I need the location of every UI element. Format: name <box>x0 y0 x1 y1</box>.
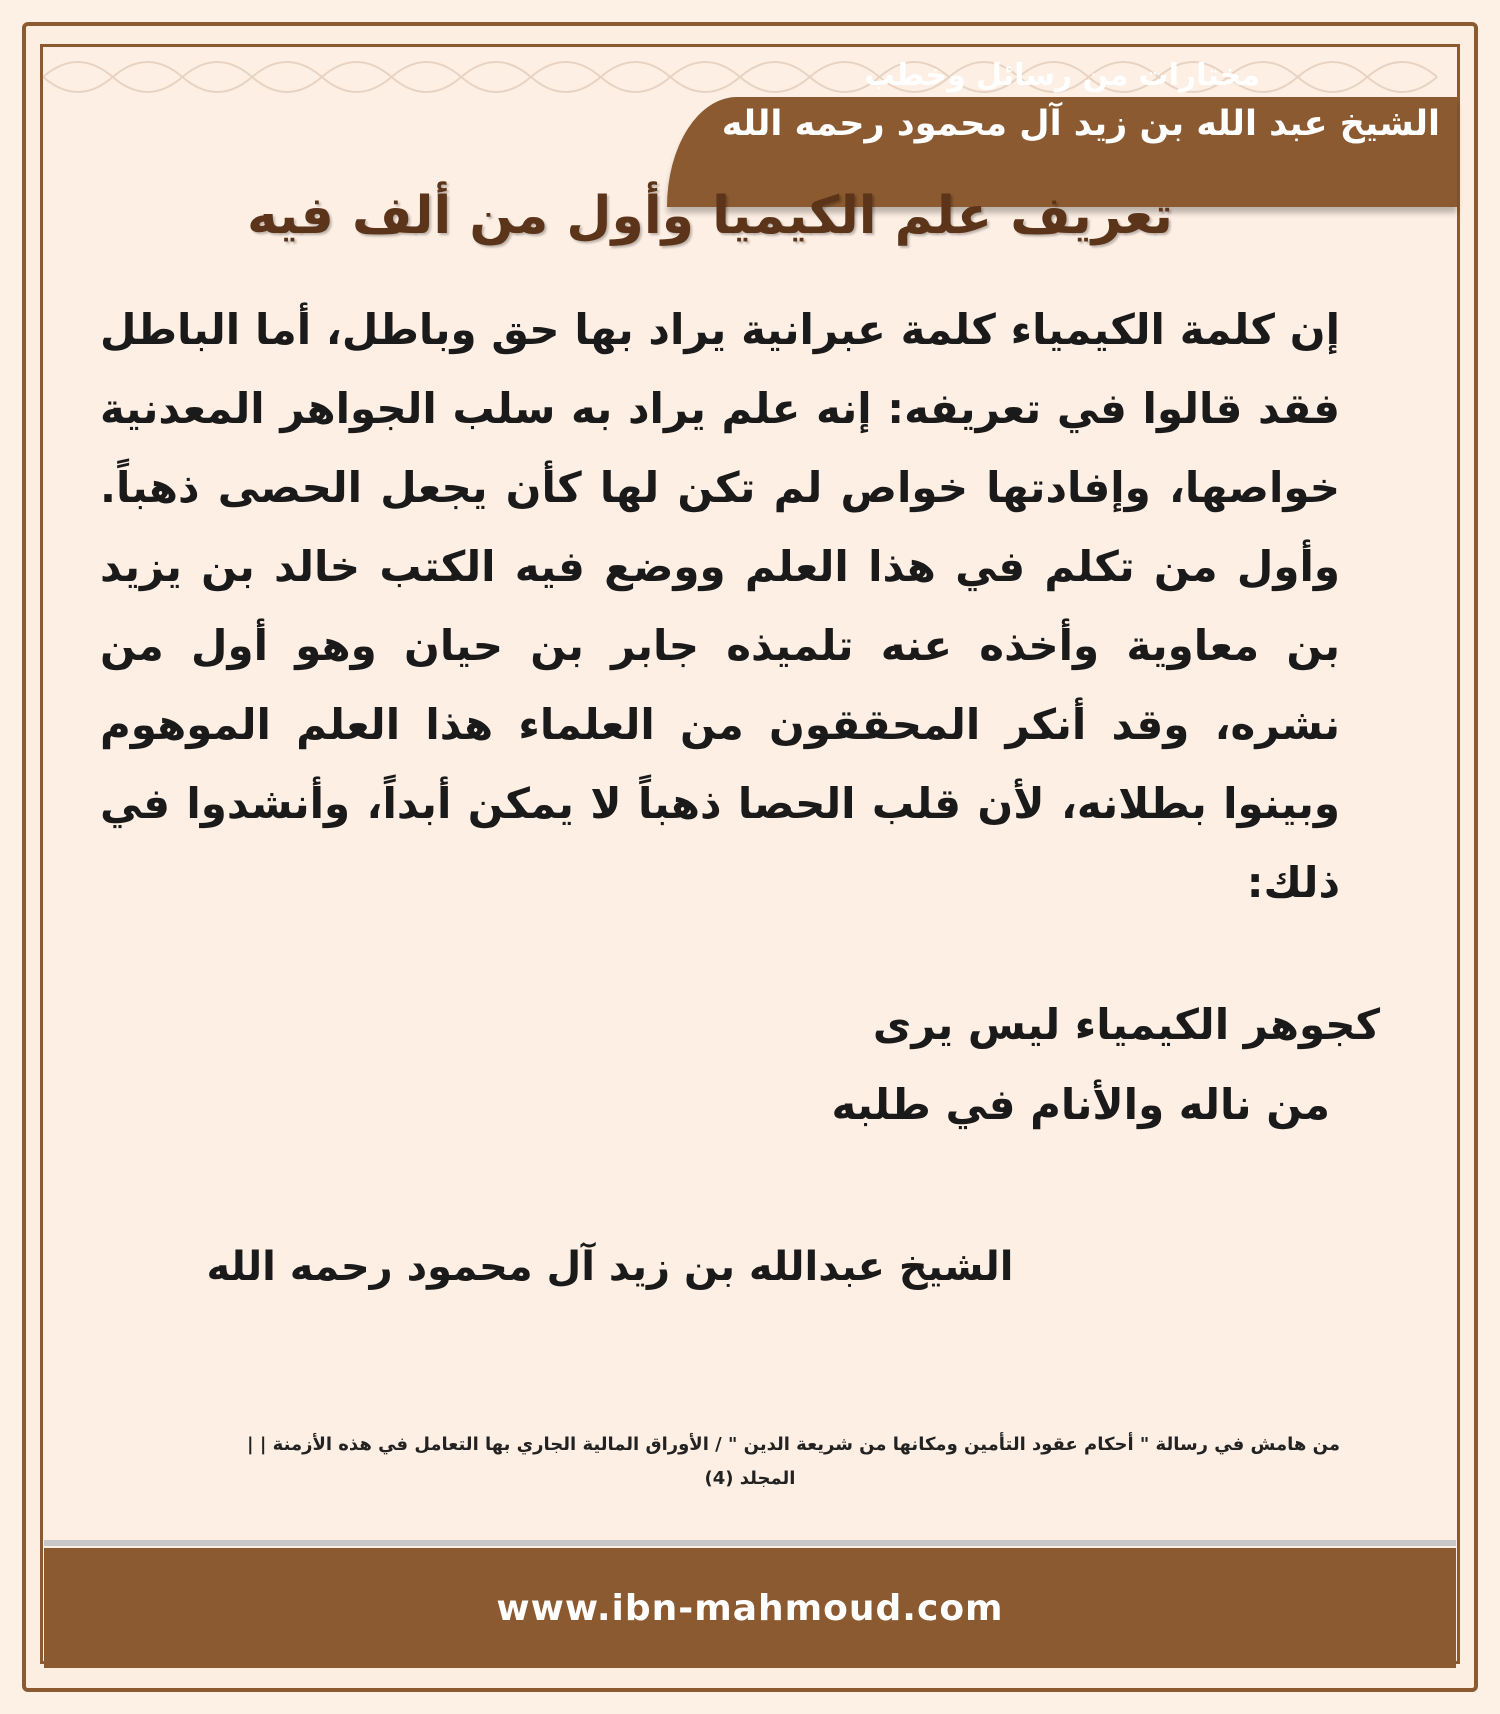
author-heading: الشيخ عبد الله بن زيد آل محمود رحمه الله <box>721 104 1440 144</box>
article-body: إن كلمة الكيمياء كلمة عبرانية يراد بها حق وباطل، أما الباطل فقد قالوا في تعريفه: إنه علم يراد به سلب الجواهر المعدنية خواصها، وإفادتها خواص لم تكن لها كأن يجعل الحصى ذهباً. وأول من تكلم في هذا العلم ووضع فيه الكتب خالد بن يزيد بن معاوية وأخذه عنه تلميذه جابر بن حيان وهو أول من نشره، وقد أنكر المحققون من العلماء هذا العلم الموهوم وبينوا بطلانه، لأن قلب الحصا ذهباً لا يمكن أبداً، وأنشدوا في ذلك: <box>100 305 1340 907</box>
article-title: تعريف علم الكيميا وأول من ألف فيه <box>247 186 1173 246</box>
series-title: مختارات من رسائل وخطب <box>864 58 1260 93</box>
footer-band <box>44 1548 1456 1668</box>
signature: الشيخ عبدالله بن زيد آل محمود رحمه الله <box>206 1244 1014 1290</box>
verse-line-1: كجوهر الكيمياء ليس يرى <box>872 1000 1380 1049</box>
footer-divider <box>44 1540 1456 1546</box>
source-volume: المجلد (4) <box>704 1468 796 1489</box>
source-note: من هامش في رسالة " أحكام عقود التأمين ومكانها من شريعة الدين " / الأوراق المالية الجاري بها التعامل في هذه الأزمنة | | <box>247 1434 1340 1455</box>
website-link[interactable]: www.ibn-mahmoud.com <box>496 1587 1004 1629</box>
verse-line-2: من ناله والأنام في طلبه <box>831 1080 1330 1129</box>
